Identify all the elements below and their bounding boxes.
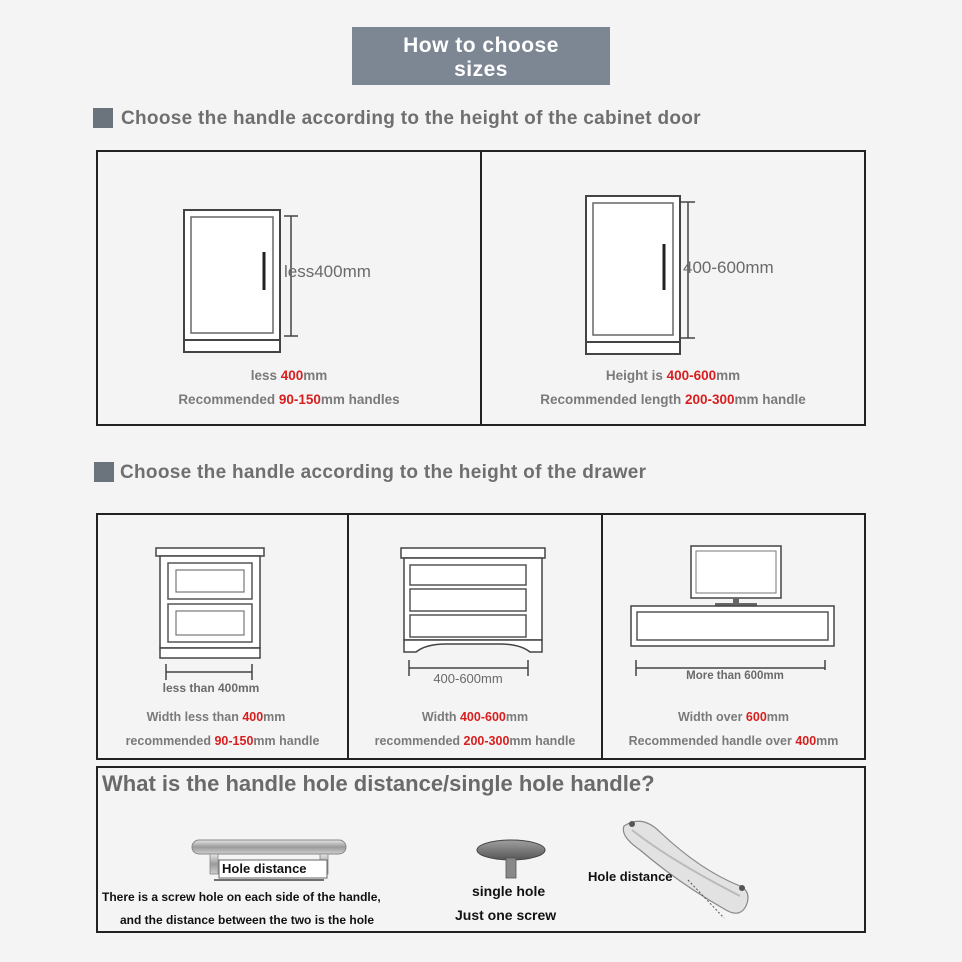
- drawer-3-dim-label: More than 600mm: [640, 670, 830, 682]
- drawer-2-dim-label: 400-600mm: [433, 671, 503, 686]
- door-large-dim-label: 400-600mm: [683, 258, 774, 277]
- drawer-3-caption-1: Width over 600mm: [677, 710, 790, 724]
- drawer-3-caption-2: Recommended handle over 400mm: [628, 734, 839, 748]
- page-title-line1: How to choose: [403, 34, 559, 57]
- section-drawer-heading: Choose the handle according to the height of the drawer: [120, 462, 647, 483]
- section-door-heading: Choose the handle according to the height of the cabinet door: [121, 108, 701, 129]
- bar-handle-label: Hole distance: [222, 861, 307, 876]
- bar-handle-desc-1: There is a screw hole on each side of the handle,: [102, 890, 381, 904]
- bar-handle-desc-2: and the distance between the two is the hole: [120, 913, 375, 927]
- drawer-1-caption-1: Width less than 400mm: [146, 710, 286, 724]
- curved-handle-label: Hole distance: [588, 869, 673, 884]
- drawer-2-caption-1: Width 400-600mm: [421, 710, 529, 724]
- knob-label-1: single hole: [472, 883, 546, 899]
- page-title-line2: sizes: [454, 58, 508, 81]
- drawer-2-caption-2: recommended 200-300mm handle: [374, 734, 576, 748]
- drawer-1-dim-label: less than 400mm: [162, 681, 260, 695]
- knob-label-2: Just one screw: [455, 907, 557, 923]
- door-large-caption-1: Height is 400-600mm: [605, 368, 741, 383]
- door-small-dim-label: less400mm: [284, 262, 371, 281]
- door-small-caption-2: Recommended 90-150mm handles: [178, 392, 400, 407]
- hole-distance-heading: What is the handle hole distance/single hole handle?: [102, 771, 655, 796]
- door-small-caption-1: less 400mm: [250, 368, 328, 383]
- drawer-1-caption-2: recommended 90-150mm handle: [125, 734, 320, 748]
- door-large-caption-2: Recommended length 200-300mm handle: [540, 392, 806, 407]
